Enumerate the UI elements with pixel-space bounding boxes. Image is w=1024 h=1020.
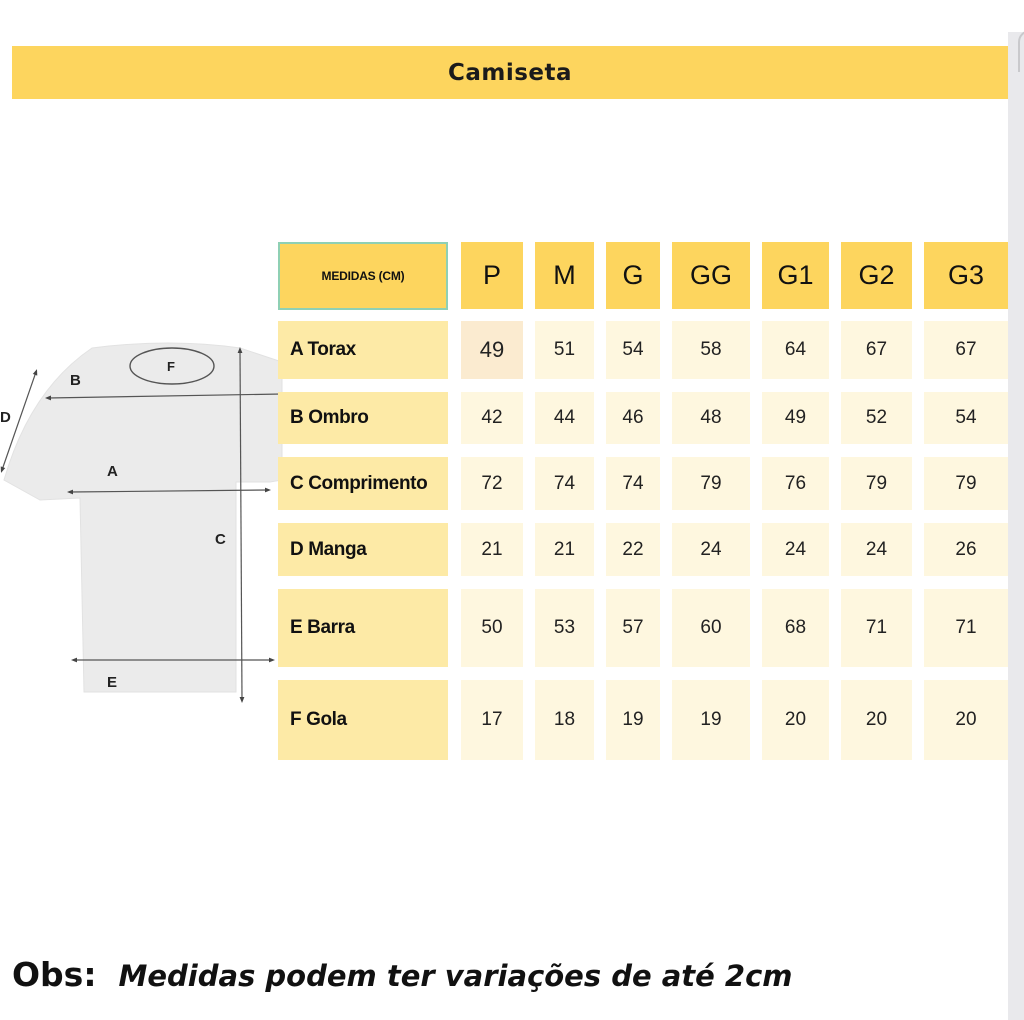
cell-f-g1: 20 <box>762 680 829 760</box>
cell-a-g3: 67 <box>924 321 1008 379</box>
cell-f-p: 17 <box>461 680 523 760</box>
cell-f-g: 19 <box>606 680 660 760</box>
cell-c-m: 74 <box>535 457 594 510</box>
cell-b-gg: 48 <box>672 392 750 444</box>
table-corner-header: MEDIDAS (CM) <box>278 242 448 310</box>
label-e: E <box>107 674 118 691</box>
cell-d-m: 21 <box>535 523 594 576</box>
cell-e-g: 57 <box>606 589 660 667</box>
tshirt-diagram <box>0 330 290 710</box>
cell-f-gg: 19 <box>672 680 750 760</box>
size-header-g3: G3 <box>924 242 1008 309</box>
cell-e-g3: 71 <box>924 589 1008 667</box>
cell-d-g2: 24 <box>841 523 912 576</box>
label-d: D <box>0 409 11 426</box>
cell-a-gg: 58 <box>672 321 750 379</box>
cell-c-g: 74 <box>606 457 660 510</box>
cell-e-gg: 60 <box>672 589 750 667</box>
cell-d-p: 21 <box>461 523 523 576</box>
title-banner <box>12 46 1008 99</box>
cell-b-m: 44 <box>535 392 594 444</box>
cell-f-m: 18 <box>535 680 594 760</box>
cell-e-g2: 71 <box>841 589 912 667</box>
cell-a-m: 51 <box>535 321 594 379</box>
cell-a-p: 49 <box>461 321 523 379</box>
cell-a-g1: 64 <box>762 321 829 379</box>
cell-e-g1: 68 <box>762 589 829 667</box>
row-label-d: D Manga <box>278 523 448 576</box>
cell-b-g2: 52 <box>841 392 912 444</box>
size-header-gg: GG <box>672 242 750 309</box>
cell-a-g: 54 <box>606 321 660 379</box>
cell-e-p: 50 <box>461 589 523 667</box>
page-title: Camiseta <box>447 59 573 86</box>
size-header-g: G <box>606 242 660 309</box>
scrollbar-edge <box>1018 30 1024 72</box>
row-label-b: B Ombro <box>278 392 448 444</box>
cell-a-g2: 67 <box>841 321 912 379</box>
cell-c-g2: 79 <box>841 457 912 510</box>
size-header-g1: G1 <box>762 242 829 309</box>
size-header-m: M <box>535 242 594 309</box>
size-header-p: P <box>461 242 523 309</box>
cell-f-g2: 20 <box>841 680 912 760</box>
cell-e-m: 53 <box>535 589 594 667</box>
row-label-a: A Torax <box>278 321 448 379</box>
scrollbar-track[interactable] <box>1008 32 1024 1020</box>
cell-f-g3: 20 <box>924 680 1008 760</box>
cell-d-g1: 24 <box>762 523 829 576</box>
label-a: A <box>107 463 118 480</box>
label-b: B <box>70 372 81 389</box>
row-label-f: F Gola <box>278 680 448 760</box>
row-label-c: C Comprimento <box>278 457 448 510</box>
note-text: Medidas podem ter variações de até 2cm <box>118 959 793 993</box>
label-f: F <box>167 359 175 374</box>
cell-b-g3: 54 <box>924 392 1008 444</box>
cell-b-g: 46 <box>606 392 660 444</box>
cell-b-p: 42 <box>461 392 523 444</box>
cell-d-g: 22 <box>606 523 660 576</box>
cell-c-g1: 76 <box>762 457 829 510</box>
observation-note <box>12 955 793 994</box>
cell-c-gg: 79 <box>672 457 750 510</box>
cell-b-g1: 49 <box>762 392 829 444</box>
row-label-e: E Barra <box>278 589 448 667</box>
cell-d-gg: 24 <box>672 523 750 576</box>
label-c: C <box>215 531 226 548</box>
cell-c-g3: 79 <box>924 457 1008 510</box>
cell-c-p: 72 <box>461 457 523 510</box>
note-label: Obs: <box>12 955 97 994</box>
size-header-g2: G2 <box>841 242 912 309</box>
cell-d-g3: 26 <box>924 523 1008 576</box>
